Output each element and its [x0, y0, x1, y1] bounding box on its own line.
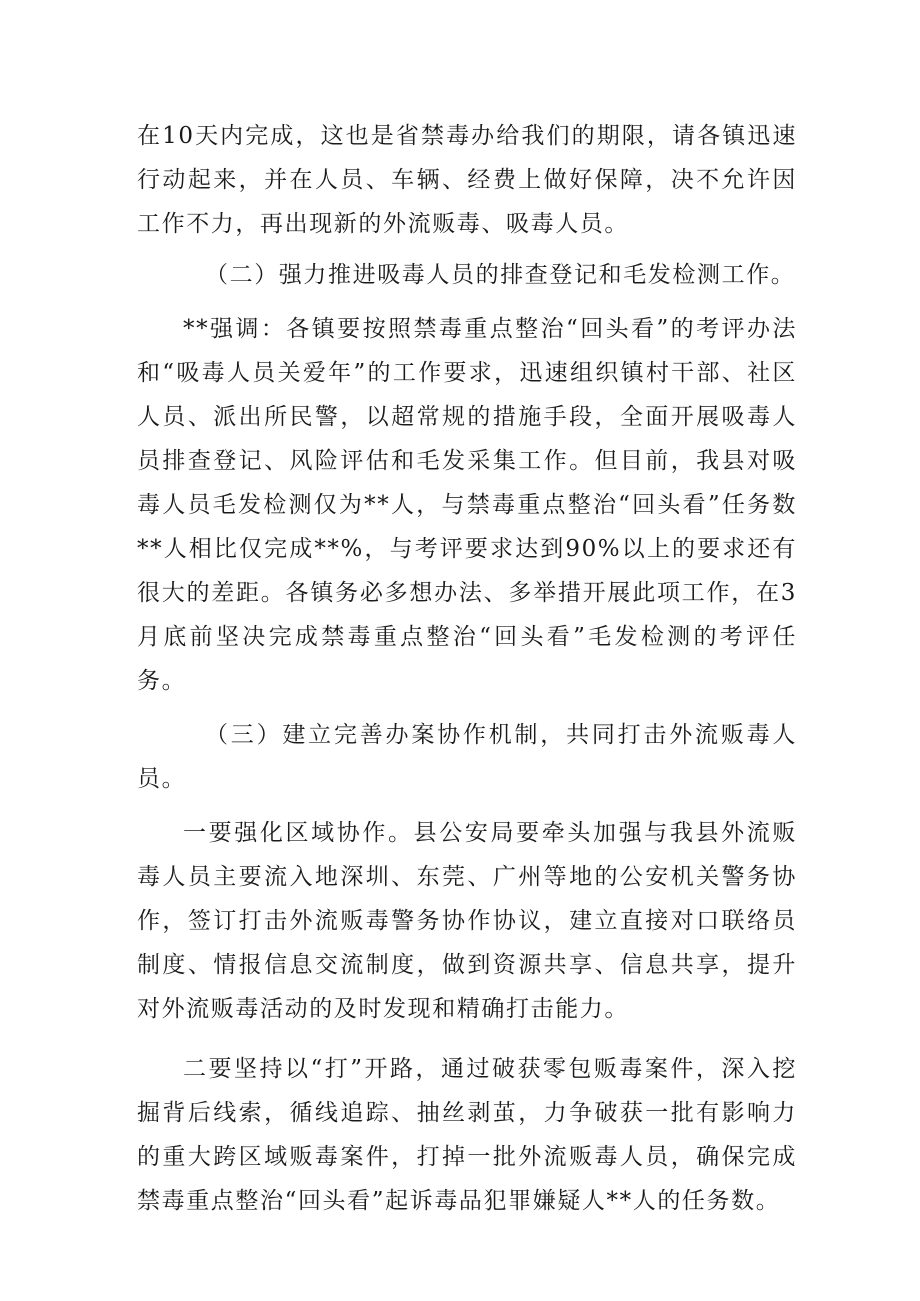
section-heading-2: （二）强力推进吸毒人员的排查登记和毛发检测工作。 [205, 262, 796, 288]
section-heading-3: （三）建立完善办案协作机制，共同打击外流贩毒人员。 [137, 722, 797, 792]
paragraph-regional-cooperation: 一要强化区域协作。县公安局要牵头加强与我县外流贩毒人员主要流入地深圳、东莞、广州等地的公安机关警务协作，签订打击外流贩毒警务协作协议，建立直接对口联络员制度、情报信息交流制度，做到资源共享、信息共享，提升对外流贩毒活动的及时发现和精确打击能力。 [137, 820, 797, 1022]
paragraph-emphasis: **强调：各镇要按照禁毒重点整治“回头看”的考评办法和“吸毒人员关爱年”的工作要求，迅速组织镇村干部、社区人员、派出所民警，以超常规的措施手段，全面开展吸毒人员排查登记、风险评估和毛发采集工作。但目前，我县对吸毒人员毛发检测仅为**人，与禁毒重点整治“回头看”任务数**人相比仅完成**%，与考评要求达到90%以上的要求还有很大的差距。各镇务必多想办法、多举措开展此项工作，在3月底前坚决完成禁毒重点整治“回头看”毛发检测的考评任务。 [137, 316, 797, 694]
document-body [137, 114, 797, 1223]
paragraph-continuation: 在10天内完成，这也是省禁毒办给我们的期限，请各镇迅速行动起来，并在人员、车辆、经费上做好保障，决不允许因工作不力，再出现新的外流贩毒、吸毒人员。 [137, 123, 797, 237]
paragraph-crackdown: 二要坚持以“打”开路，通过破获零包贩毒案件，深入挖掘背后线索，循线追踪、抽丝剥茧，力争破获一批有影响力的重大跨区域贩毒案件，打掉一批外流贩毒人员，确保完成禁毒重点整治“回头看”起诉毒品犯罪嫌疑人**人的任务数。 [137, 1056, 797, 1214]
